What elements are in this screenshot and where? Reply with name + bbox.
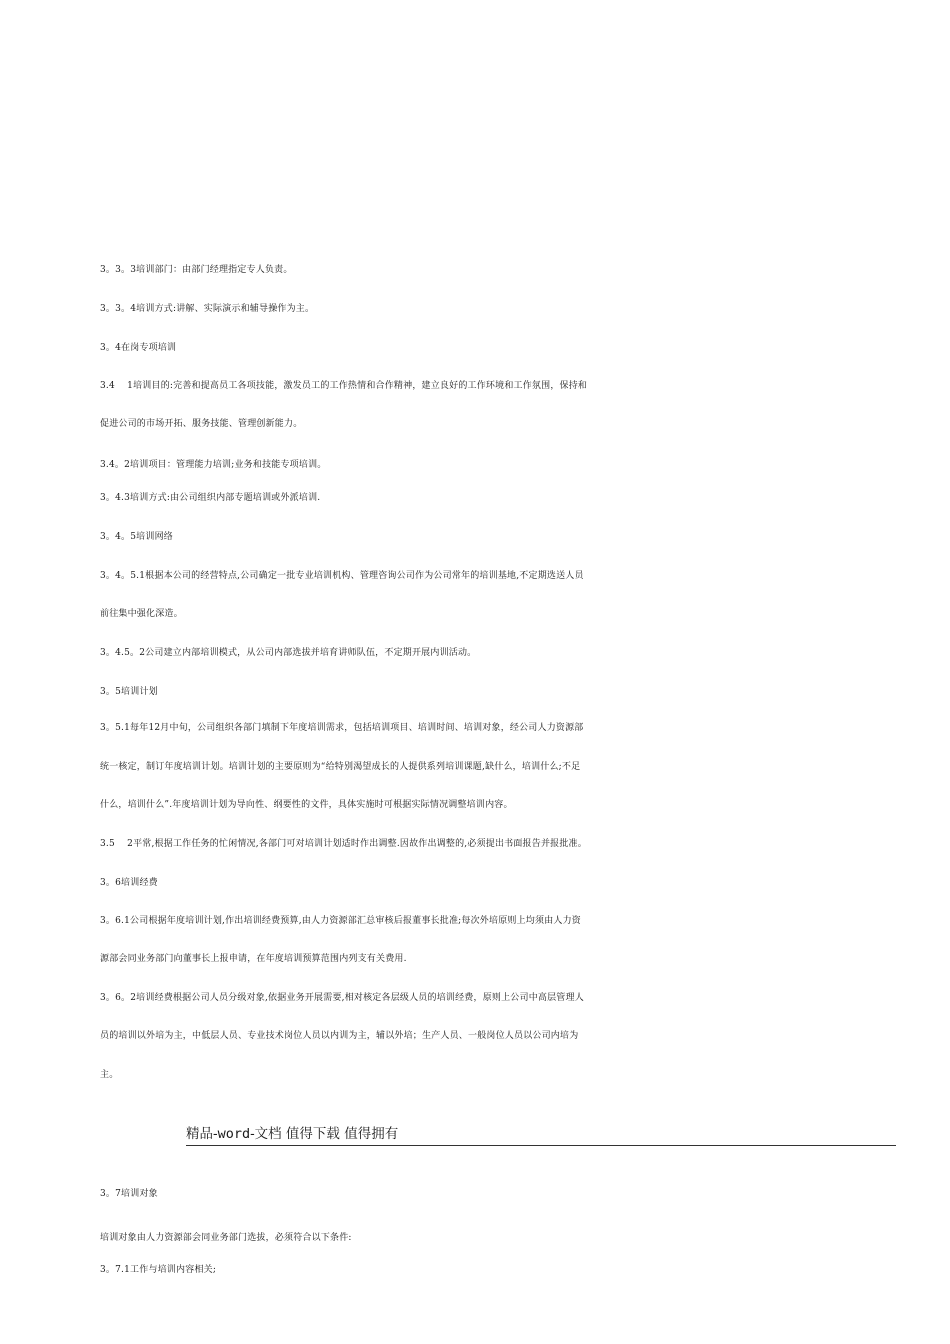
text-line: 什么，培训什么”.年度培训计划为导向性、纲要性的文件，具体实施时可根据实际情况调整培训内容。 xyxy=(100,800,513,810)
section-heading: 3。7培训对象 xyxy=(100,1189,158,1199)
text-line: 源部会同业务部门向董事长上报申请，在年度培训预算范围内列支有关费用. xyxy=(100,954,407,964)
text-line: 培训对象由人力资源部会同业务部门选拔，必须符合以下条件: xyxy=(100,1233,352,1243)
text-line: 3.5 2平常,根据工作任务的忙闲情况,各部门可对培训计划适时作出调整.因故作出调整的,必须提出书面报告并报批准。 xyxy=(100,839,587,849)
footer-word: word xyxy=(217,1126,251,1142)
page-footer xyxy=(186,1125,896,1146)
text-line: 3。7.1工作与培训内容相关; xyxy=(100,1265,217,1275)
text-line: 3。4.3培训方式:由公司组织内部专题培训或外派培训. xyxy=(100,493,321,503)
text-line: 3。4.5。2公司建立内部培训模式，从公司内部选拔并培育讲师队伍，不定期开展内训活动。 xyxy=(100,648,477,658)
text-line: 3。4。5.1根据本公司的经营特点,公司确定一批专业培训机构、管理咨询公司作为公司常年的培训基地,不定期选送人员 xyxy=(100,571,584,581)
text-line: 前往集中强化深造。 xyxy=(100,609,183,619)
section-heading: 3。4。5培训网络 xyxy=(100,532,173,542)
text-line: 促进公司的市场开拓、服务技能、管理创新能力。 xyxy=(100,419,303,429)
section-heading: 3。5培训计划 xyxy=(100,687,158,697)
text-line: 统一核定，制订年度培训计划。培训计划的主要原则为“给特别渴望成长的人提供系列培训课题,缺什么，培训什么;不足 xyxy=(100,762,581,772)
text-line: 3.4 1培训目的:完善和提高员工各项技能，激发员工的工作热情和合作精神，建立良好的工作环境和工作氛围，保持和 xyxy=(100,381,588,391)
section-heading: 3。6培训经费 xyxy=(100,878,158,888)
text-line: 主。 xyxy=(100,1070,119,1080)
text-line: 3。5.1每年12月中旬，公司组织各部门填制下年度培训需求，包括培训项目、培训时间、培训对象，经公司人力资源部 xyxy=(100,723,584,733)
text-line: 员的培训以外培为主，中低层人员、专业技术岗位人员以内训为主，辅以外培；生产人员、一般岗位人员以公司内培为 xyxy=(100,1031,579,1041)
text-line: 3。6.1公司根据年度培训计划,作出培训经费预算,由人力资源部汇总审核后报董事长批准;每次外培原则上均须由人力资 xyxy=(100,916,581,926)
footer-prefix: 精品- xyxy=(186,1126,218,1142)
text-line: 3.4。2培训项目：管理能力培训;业务和技能专项培训。 xyxy=(100,460,327,470)
section-heading: 3。4在岗专项培训 xyxy=(100,343,177,353)
text-line: 3。6。2培训经费根据公司人员分级对象,依据业务开展需要,相对核定各层级人员的培训经费，原则上公司中高层管理人 xyxy=(100,993,584,1003)
footer-suffix: -文档 值得下载 值得拥有 xyxy=(250,1126,399,1142)
text-line: 3。3。3培训部门：由部门经理指定专人负责。 xyxy=(100,265,293,275)
text-line: 3。3。4培训方式:讲解、实际演示和辅导操作为主。 xyxy=(100,304,315,314)
